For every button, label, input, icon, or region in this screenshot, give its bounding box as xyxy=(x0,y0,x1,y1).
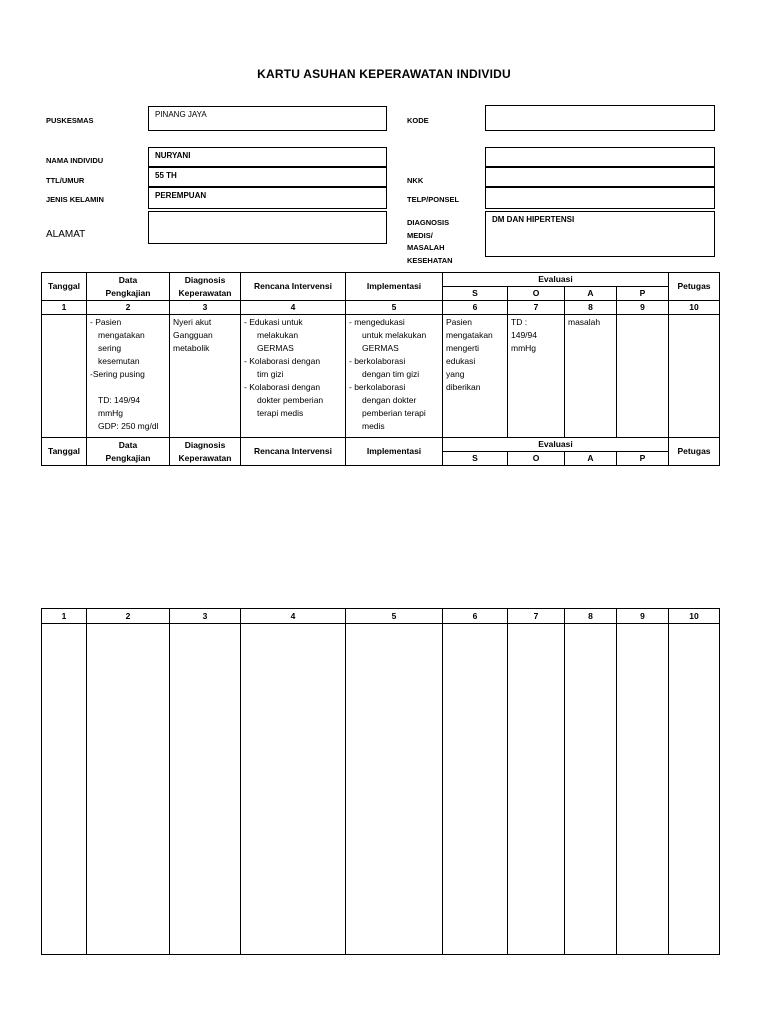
diagnosis-label-line: DIAGNOSIS xyxy=(407,218,450,227)
telp-ponsel-label: TELP/PONSEL xyxy=(407,195,460,204)
header-rencana-intervensi: Rencana Intervensi xyxy=(241,273,346,301)
diagnosis-label-line: MEDIS/ xyxy=(407,230,433,240)
column-number: 3 xyxy=(170,301,241,315)
header-a: A xyxy=(565,287,617,301)
kode-field[interactable] xyxy=(485,105,715,131)
header-o: O xyxy=(508,287,565,301)
cell-line: - Edukasi untuk xyxy=(244,317,303,327)
column-number: 1 xyxy=(42,609,87,624)
column-number: 5 xyxy=(346,301,443,315)
column-number: 8 xyxy=(565,609,617,624)
cell-line: pemberian terapi xyxy=(362,408,426,418)
column-number: 9 xyxy=(617,301,669,315)
column-number: 6 xyxy=(443,301,508,315)
cell-line: melakukan xyxy=(257,330,299,340)
puskesmas-label: PUSKESMAS xyxy=(46,116,94,125)
header-o: O xyxy=(508,452,565,466)
cell-line: yang xyxy=(446,369,465,379)
cell-line: - Kolaborasi dengan xyxy=(244,382,321,392)
header-p: P xyxy=(617,287,669,301)
column-number: 7 xyxy=(508,301,565,315)
diagnosis-label-line: KESEHATAN xyxy=(407,255,453,265)
jenis-kelamin-field[interactable]: PEREMPUAN xyxy=(148,187,387,209)
cell-line xyxy=(90,381,166,394)
asuhan-table xyxy=(41,272,720,466)
blank-cell[interactable] xyxy=(42,624,87,955)
header-line: Keperawatan xyxy=(178,287,232,298)
column-number: 5 xyxy=(346,609,443,624)
blank-cell[interactable] xyxy=(669,624,720,955)
column-number: 7 xyxy=(508,609,565,624)
cell-rencana-intervensi[interactable] xyxy=(241,315,346,438)
header-a: A xyxy=(565,452,617,466)
blank-cell[interactable] xyxy=(241,624,346,955)
header-line: Pengkajian xyxy=(105,287,151,298)
blank-table xyxy=(41,608,720,955)
cell-line: mengatakan xyxy=(98,330,145,340)
diagnosis-label-line: MASALAH xyxy=(407,243,445,252)
diagnosis-medis-field[interactable]: DM DAN HIPERTENSI xyxy=(485,211,715,257)
page-title: KARTU ASUHAN KEPERAWATAN INDIVIDU xyxy=(257,67,511,81)
nama-individu-label: NAMA INDIVIDU xyxy=(46,156,104,165)
header-s: S xyxy=(443,287,508,301)
blank-cell[interactable] xyxy=(617,624,669,955)
cell-line: -Sering pusing xyxy=(90,369,145,379)
cell-diagnosis-keperawatan[interactable] xyxy=(170,315,241,438)
cell-line: sering xyxy=(98,343,122,353)
nkk-field[interactable] xyxy=(485,167,715,187)
ttl-umur-field[interactable]: 55 TH xyxy=(148,167,387,187)
column-number: 2 xyxy=(87,301,170,315)
cell-evaluasi-a[interactable] xyxy=(565,315,617,438)
cell-line: dokter pemberian xyxy=(257,395,324,405)
cell-line: GERMAS xyxy=(362,343,399,353)
nkk-label: NKK xyxy=(407,176,424,185)
header-evaluasi: Evaluasi xyxy=(443,273,669,287)
cell-line: metabolik xyxy=(173,343,210,353)
cell-petugas[interactable] xyxy=(669,315,720,438)
blank-cell[interactable] xyxy=(565,624,617,955)
header-evaluasi: Evaluasi xyxy=(443,438,669,452)
header-line: Data xyxy=(118,274,138,285)
column-number: 4 xyxy=(241,301,346,315)
cell-implementasi[interactable] xyxy=(346,315,443,438)
header-implementasi: Implementasi xyxy=(346,438,443,466)
cell-line: Pasien xyxy=(446,317,472,327)
blank-cell[interactable] xyxy=(443,624,508,955)
blank-cell[interactable] xyxy=(346,624,443,955)
cell-line: medis xyxy=(362,421,385,431)
cell-line: untuk melakukan xyxy=(362,330,427,340)
nama-individu-field[interactable]: NURYANI xyxy=(148,147,387,167)
empty-field[interactable] xyxy=(485,147,715,167)
header-line: Data xyxy=(118,439,138,450)
header-s: S xyxy=(443,452,508,466)
cell-line: mmHg xyxy=(98,408,124,418)
cell-line: terapi medis xyxy=(257,408,304,418)
cell-line: diberikan xyxy=(446,382,481,392)
header-diagnosis-keperawatan xyxy=(170,438,241,466)
cell-line: Nyeri akut xyxy=(173,317,212,327)
header-p: P xyxy=(617,452,669,466)
column-number: 3 xyxy=(170,609,241,624)
header-line: Diagnosis xyxy=(184,439,226,450)
cell-line: - berkolaborasi xyxy=(349,382,406,392)
cell-data-pengkajian[interactable] xyxy=(87,315,170,438)
alamat-field[interactable] xyxy=(148,211,387,244)
blank-cell[interactable] xyxy=(87,624,170,955)
column-number: 1 xyxy=(42,301,87,315)
header-line: Diagnosis xyxy=(184,274,226,285)
cell-line: - Kolaborasi dengan xyxy=(244,356,321,366)
cell-evaluasi-p[interactable] xyxy=(617,315,669,438)
blank-cell[interactable] xyxy=(170,624,241,955)
cell-line: mmHg xyxy=(511,343,537,353)
cell-line: - mengedukasi xyxy=(349,317,405,327)
cell-line: tim gizi xyxy=(257,369,284,379)
cell-line: Gangguan xyxy=(173,330,213,340)
diagnosis-medis-label xyxy=(407,217,453,267)
blank-cell[interactable] xyxy=(508,624,565,955)
telp-ponsel-field[interactable] xyxy=(485,187,715,209)
cell-line: dengan dokter xyxy=(362,395,417,405)
header-petugas: Petugas xyxy=(669,438,720,466)
column-number: 8 xyxy=(565,301,617,315)
header-line: Pengkajian xyxy=(105,452,151,463)
cell-tanggal[interactable] xyxy=(42,315,87,438)
header-tanggal: Tanggal xyxy=(42,438,87,466)
header-petugas: Petugas xyxy=(669,273,720,301)
cell-evaluasi-o[interactable] xyxy=(508,315,565,438)
cell-evaluasi-s[interactable] xyxy=(443,315,508,438)
column-number: 10 xyxy=(669,609,720,624)
cell-line: GERMAS xyxy=(257,343,294,353)
cell-line: kesemutan xyxy=(98,356,140,366)
cell-line: masalah xyxy=(568,317,601,327)
jenis-kelamin-label: JENIS KELAMIN xyxy=(46,195,104,204)
header-rencana-intervensi: Rencana Intervensi xyxy=(241,438,346,466)
cell-line: - berkolaborasi xyxy=(349,356,406,366)
cell-line: TD: 149/94 xyxy=(98,395,141,405)
cell-line: - Pasien xyxy=(90,317,122,327)
column-number: 9 xyxy=(617,609,669,624)
column-number: 6 xyxy=(443,609,508,624)
cell-line: dengan tim gizi xyxy=(362,369,420,379)
column-number: 2 xyxy=(87,609,170,624)
cell-line: TD : xyxy=(511,317,528,327)
cell-line: mengatakan xyxy=(446,330,493,340)
alamat-label: ALAMAT xyxy=(46,229,86,240)
header-data-pengkajian xyxy=(87,273,170,301)
header-diagnosis-keperawatan xyxy=(170,273,241,301)
cell-line: edukasi xyxy=(446,356,476,366)
column-number: 10 xyxy=(669,301,720,315)
header-tanggal: Tanggal xyxy=(42,273,87,301)
header-data-pengkajian xyxy=(87,438,170,466)
header-implementasi: Implementasi xyxy=(346,273,443,301)
ttl-umur-label: TTL/UMUR xyxy=(46,176,85,185)
cell-line: 149/94 xyxy=(511,330,537,340)
kode-label: KODE xyxy=(407,116,429,125)
cell-line: GDP: 250 mg/dl xyxy=(98,421,159,431)
cell-line: mengerti xyxy=(446,343,480,353)
header-line: Keperawatan xyxy=(178,452,232,463)
puskesmas-field[interactable]: PINANG JAYA xyxy=(148,106,387,131)
column-number: 4 xyxy=(241,609,346,624)
